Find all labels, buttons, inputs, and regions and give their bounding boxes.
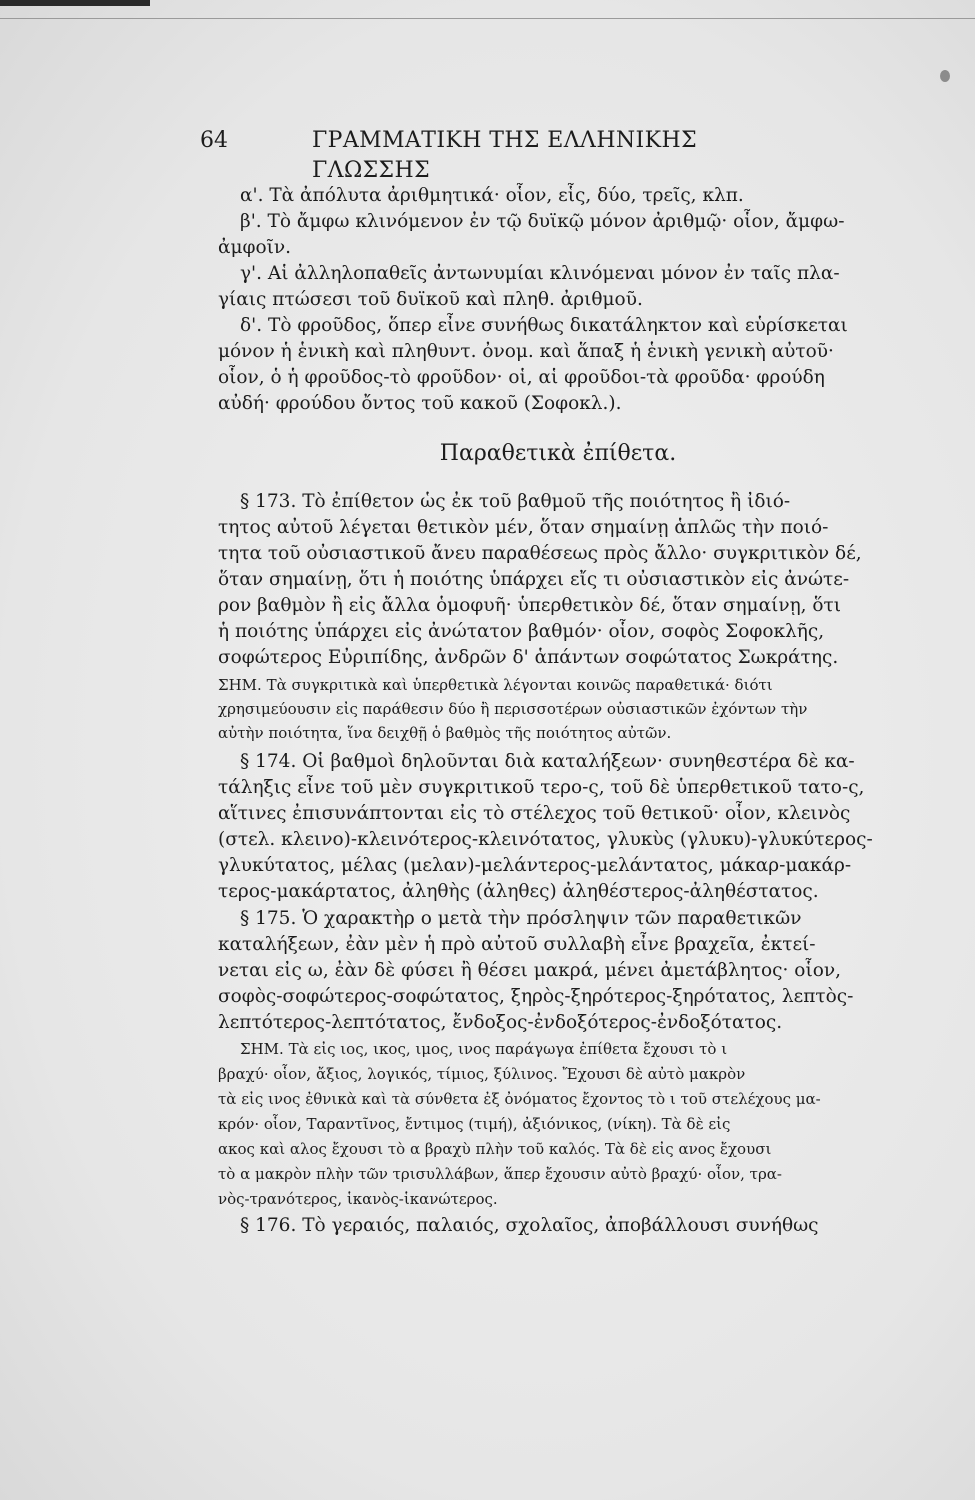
scan-edge-rule — [0, 18, 975, 19]
page-title: ΓΡΑΜΜΑΤΙΚΗ ΤΗΣ ΕΛΛΗΝΙΚΗΣ ΓΛΩΣΣΗΣ — [312, 128, 698, 183]
text-line: § 175. Ὁ χαρακτὴρ ο μετὰ τὴν πρόσληψιν τῶν παραθετικῶν — [240, 908, 802, 929]
text-line: καταλήξεων, ἐὰν μὲν ἡ πρὸ αὐτοῦ συλλαβὴ εἶνε βραχεῖα, ἐκτεί- — [218, 934, 816, 955]
section-heading: Παραθετικὰ ἐπίθετα. — [439, 441, 677, 466]
note-line: τὸ α μακρὸν πλὴν τῶν τρισυλλάβων, ἅπερ ἔχουσιν αὐτὸ βραχύ· οἷον, τρα- — [218, 1165, 782, 1183]
text-line: § 173. Τὸ ἐπίθετον ὡς ἐκ τοῦ βαθμοῦ τῆς ποιότητος ἢ ἰδιό- — [240, 491, 791, 512]
text-line: (στελ. κλεινο)-κλεινότερος-κλεινότατος, γλυκὺς (γλυκυ)-γλυκύτερος- — [218, 829, 873, 850]
note-line: τὰ εἰς ινος ἐθνικὰ καὶ τὰ σύνθετα ἐξ ὀνόματος ἔχοντος τὸ ι τοῦ στελέχους μα- — [218, 1090, 821, 1108]
text-line: § 174. Οἱ βαθμοὶ δηλοῦνται διὰ καταλήξεων· συνηθεστέρα δὲ κα- — [240, 751, 855, 772]
text-line: ρον βαθμὸν ἢ εἰς ἄλλα ὁμοφυῆ· ὑπερθετικὸν δέ, ὅταν σημαίνῃ, ὅτι — [218, 595, 842, 616]
text-line: σοφώτερος Εὐριπίδης, ἀνδρῶν δ' ἁπάντων σοφώτατος Σωκράτης. — [218, 647, 839, 668]
text-line: α'. Τὰ ἀπόλυτα ἀριθμητικά· οἷον, εἷς, δύο, τρεῖς, κλπ. — [240, 185, 744, 206]
text-line: λεπτότερος-λεπτότατος, ἔνδοξος-ἐνδοξότερος-ἐνδοξότατος. — [218, 1012, 783, 1033]
text-line: δ'. Τὸ φροῦδος, ὅπερ εἶνε συνήθως δικατάληκτον καὶ εὑρίσκεται — [240, 315, 848, 336]
text-line: σοφὸς-σοφώτερος-σοφώτατος, ξηρὸς-ξηρότερος-ξηρότατος, λεπτὸς- — [218, 986, 854, 1007]
text-line: § 176. Τὸ γεραιός, παλαιός, σχολαῖος, ἀποβάλλουσι συνήθως — [240, 1215, 819, 1236]
scan-edge-bar — [0, 0, 150, 6]
text-line: τητα τοῦ οὐσιαστικοῦ ἄνευ παραθέσεως πρὸς ἄλλο· συγκριτικὸν δέ, — [218, 543, 862, 564]
text-line: αἵτινες ἐπισυνάπτονται εἰς τὸ στέλεχος τοῦ θετικοῦ· οἷον, κλεινὸς — [218, 803, 851, 824]
page-number: 64 — [200, 128, 228, 153]
text-line: οἷον, ὁ ἡ φροῦδος-τὸ φροῦδον· οἱ, αἱ φροῦδοι-τὰ φροῦδα· φρούδη — [218, 367, 825, 388]
text-line: μόνον ἡ ἑνικὴ καὶ πληθυντ. ὀνομ. καὶ ἅπαξ ἡ ἑνικὴ γενικὴ αὐτοῦ· — [218, 341, 834, 362]
text-line: γλυκύτατος, μέλας (μελαν)-μελάντερος-μελάντατος, μάκαρ-μακάρ- — [218, 855, 852, 876]
text-line: ὅταν σημαίνῃ, ὅτι ἡ ποιότης ὑπάρχει εἴς τι οὐσιαστικὸν εἰς ἀνώτε- — [218, 569, 850, 590]
note-line: ΣΗΜ. Τὰ συγκριτικὰ καὶ ὑπερθετικὰ λέγονται κοινῶς παραθετικά· διότι — [218, 676, 773, 694]
text-line: νεται εἰς ω, ἐὰν δὲ φύσει ἢ θέσει μακρά, μένει ἀμετάβλητος· οἷον, — [218, 960, 841, 981]
text-line: τητος αὐτοῦ λέγεται θετικὸν μέν, ὅταν σημαίνῃ ἁπλῶς τὴν ποιό- — [218, 517, 829, 538]
running-head — [200, 126, 800, 183]
text-line: ἡ ποιότης ὑπάρχει εἰς ἀνώτατον βαθμόν· οἷον, σοφὸς Σοφοκλῆς, — [218, 621, 825, 642]
note-line: ακος καὶ αλος ἔχουσι τὸ α βραχὺ πλὴν τοῦ καλός. Τὰ δὲ εἰς ανος ἔχουσι — [218, 1140, 772, 1158]
text-line: τάληξις εἶνε τοῦ μὲν συγκριτικοῦ τερο-ς, τοῦ δὲ ὑπερθετικοῦ τατο-ς, — [218, 777, 865, 798]
note-line: κρόν· οἷον, Ταραντῖνος, ἔντιμος (τιμή), ἀξιόνικος, (νίκη). Τὰ δὲ εἰς — [218, 1115, 731, 1133]
ink-spot — [940, 70, 950, 82]
note-line: νὸς-τρανότερος, ἱκανὸς-ἱκανώτερος. — [218, 1190, 498, 1208]
note-line: βραχύ· οἷον, ἄξιος, λογικός, τίμιος, ξύλινος. Ἔχουσι δὲ αὐτὸ μακρὸν — [218, 1065, 746, 1083]
text-line: γ'. Αἱ ἀλληλοπαθεῖς ἀντωνυμίαι κλινόμεναι μόνον ἐν ταῖς πλα- — [240, 263, 840, 284]
text-line: γίαις πτώσεσι τοῦ δυϊκοῦ καὶ πληθ. ἀριθμοῦ. — [218, 289, 643, 310]
scan-edge — [0, 0, 975, 22]
note-line: αὐτὴν ποιότητα, ἵνα δειχθῇ ὁ βαθμὸς τῆς ποιότητος αὐτῶν. — [218, 724, 672, 742]
note-line: χρησιμεύουσιν εἰς παράθεσιν δύο ἢ περισσοτέρων οὐσιαστικῶν ἐχόντων τὴν — [218, 700, 808, 718]
note-line: ΣΗΜ. Τὰ εἰς ιος, ικος, ιμος, ινος παράγωγα ἐπίθετα ἔχουσι τὸ ι — [240, 1040, 728, 1058]
text-line: ἀμφοῖν. — [218, 237, 291, 258]
text-line: β'. Τὸ ἄμφω κλινόμενον ἐν τῷ δυϊκῷ μόνον ἀριθμῷ· οἷον, ἄμφω- — [240, 211, 845, 232]
text-line: αὐδή· φρούδου ὄντος τοῦ κακοῦ (Σοφοκλ.). — [218, 393, 622, 414]
text-line: τερος-μακάρτατος, ἀληθὴς (ἀληθες) ἀληθέστερος-ἀληθέστατος. — [218, 881, 819, 902]
